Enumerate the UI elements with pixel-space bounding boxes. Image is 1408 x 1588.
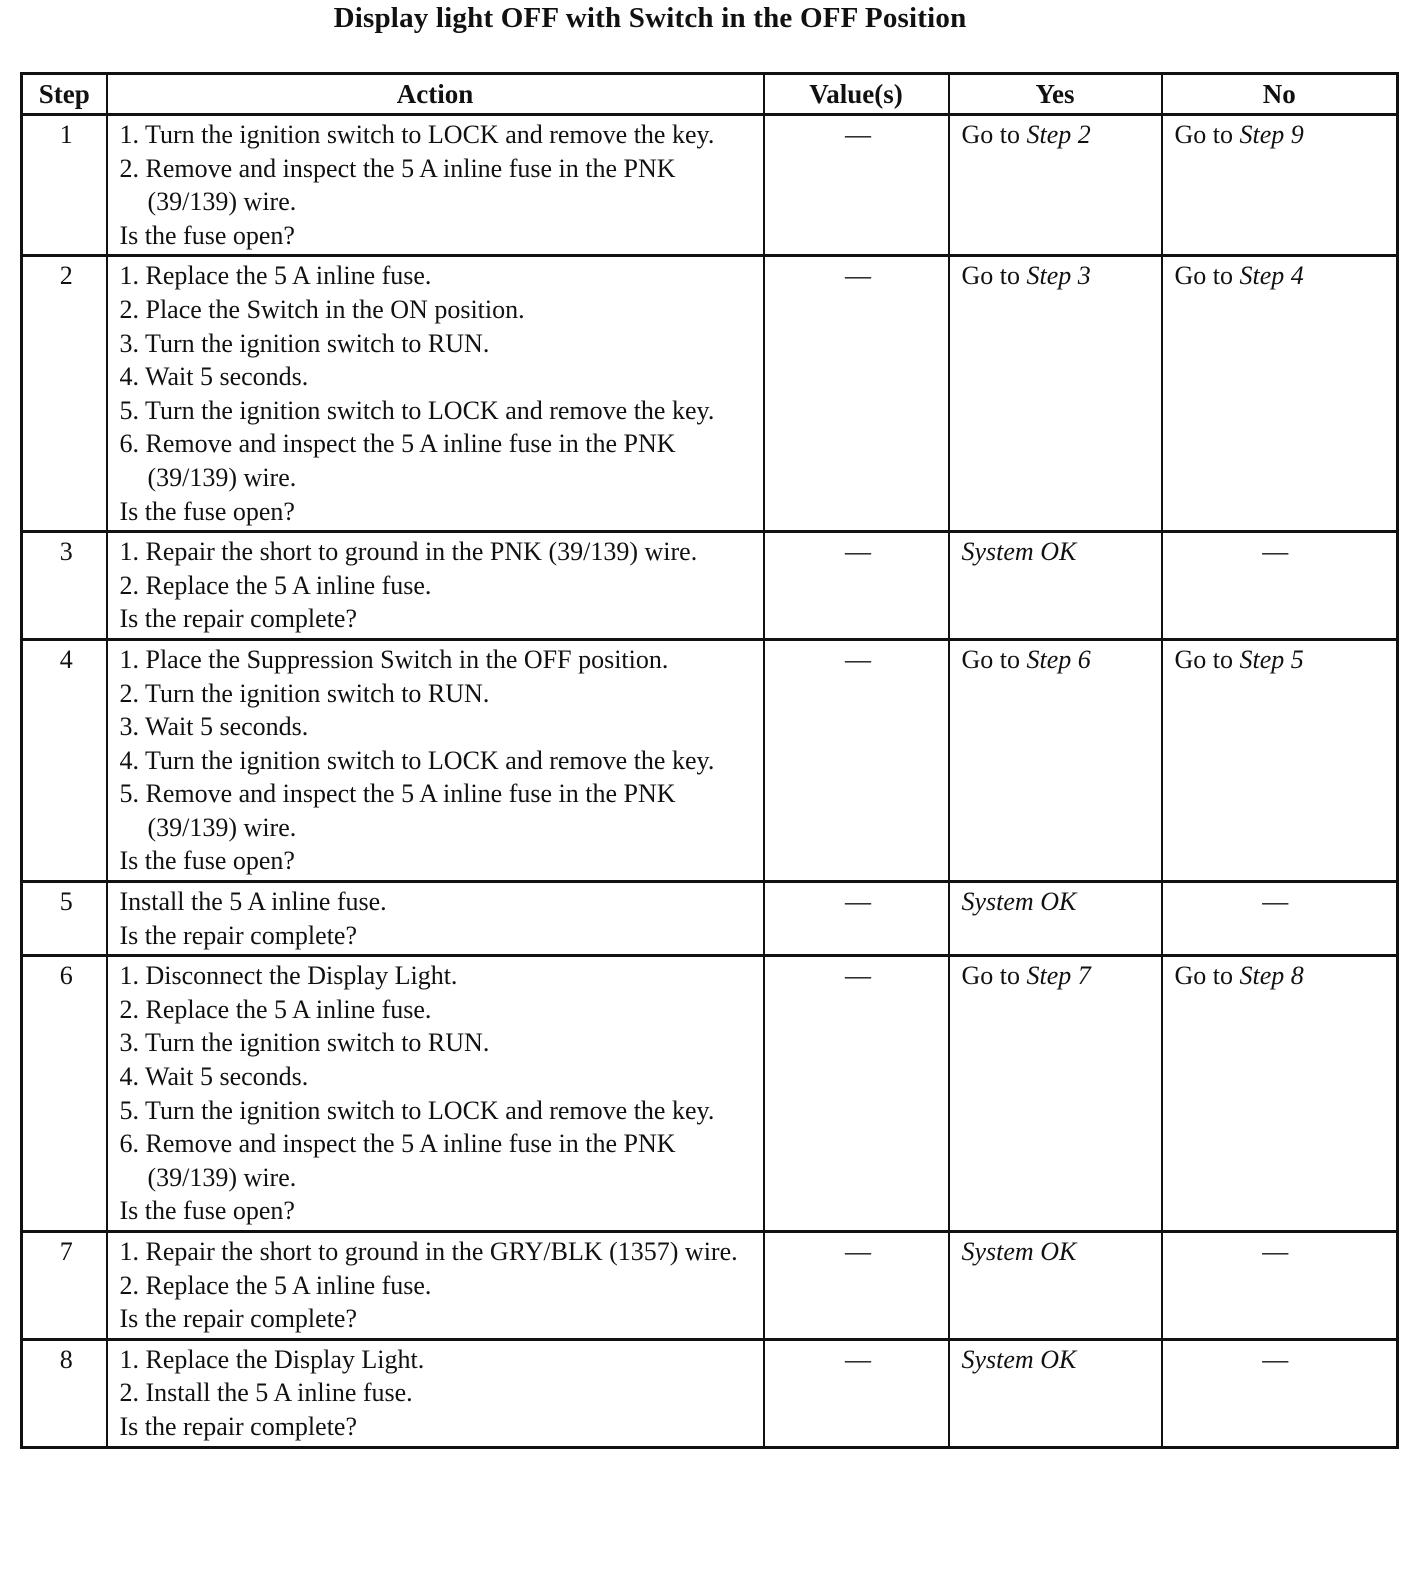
- no-prefix: Go to: [1174, 261, 1240, 291]
- action-line: 2. Remove and inspect the 5 A inline fuse in the PNK (39/139) wire.: [119, 153, 676, 217]
- value-cell: —: [764, 532, 949, 640]
- no-prefix: —: [1262, 537, 1289, 567]
- table-row: [22, 1339, 1398, 1447]
- action-question: Is the fuse open?: [119, 496, 295, 526]
- diagnostic-table: [20, 72, 1399, 1449]
- yes-cell: [949, 256, 1162, 532]
- action-cell: [107, 1232, 764, 1340]
- action-line: 1. Disconnect the Display Light.: [119, 961, 458, 991]
- action-line: 3. Wait 5 seconds.: [119, 712, 309, 742]
- yes-cell: [949, 1339, 1162, 1447]
- yes-cell: [949, 115, 1162, 256]
- header-step: Step: [22, 74, 107, 115]
- step-number: 6: [22, 956, 107, 1232]
- step-number: 3: [22, 532, 107, 640]
- value-cell: —: [764, 882, 949, 956]
- action-line: 2. Turn the ignition switch to RUN.: [119, 678, 490, 708]
- yes-cell: [949, 639, 1162, 881]
- action-question: Is the repair complete?: [119, 604, 357, 634]
- action-question: Is the fuse open?: [119, 846, 295, 876]
- value-cell: —: [764, 256, 949, 532]
- action-line: 2. Replace the 5 A inline fuse.: [119, 994, 432, 1024]
- action-line: 2. Replace the 5 A inline fuse.: [119, 1270, 432, 1300]
- no-target: Step 4: [1239, 261, 1304, 291]
- action-line: 1. Repair the short to ground in the GRY/BLK (1357) wire.: [119, 1237, 738, 1266]
- no-cell: [1162, 639, 1398, 881]
- no-cell: [1162, 956, 1398, 1232]
- action-question: Is the fuse open?: [119, 220, 295, 250]
- step-number: 7: [22, 1232, 107, 1340]
- action-question: Is the repair complete?: [119, 1411, 357, 1441]
- table-row: [22, 639, 1398, 881]
- no-cell: [1162, 882, 1398, 956]
- no-cell: [1162, 532, 1398, 640]
- action-cell: [107, 882, 764, 956]
- no-target: Step 9: [1239, 120, 1304, 149]
- table-row: [22, 1232, 1398, 1340]
- yes-target: Step 6: [1026, 644, 1091, 674]
- action-line: 1. Replace the 5 A inline fuse.: [119, 261, 432, 291]
- table-row: [22, 532, 1398, 640]
- header-values: Value(s): [764, 74, 949, 115]
- yes-target: Step 2: [1026, 120, 1091, 149]
- yes-cell: [949, 956, 1162, 1232]
- no-cell: [1162, 1232, 1398, 1340]
- yes-prefix: Go to: [961, 261, 1027, 291]
- action-line: 2. Place the Switch in the ON position.: [119, 294, 525, 324]
- no-prefix: —: [1262, 1237, 1289, 1266]
- action-question: Is the fuse open?: [119, 1196, 295, 1226]
- no-cell: [1162, 115, 1398, 256]
- step-number: 2: [22, 256, 107, 532]
- value-cell: —: [764, 639, 949, 881]
- yes-target: System OK: [961, 1344, 1077, 1374]
- no-prefix: —: [1262, 1344, 1289, 1374]
- action-line: 4. Wait 5 seconds.: [119, 362, 309, 392]
- step-number: 1: [22, 115, 107, 256]
- action-cell: [107, 956, 764, 1232]
- action-line: 4. Turn the ignition switch to LOCK and remove the key.: [119, 745, 715, 775]
- action-line: 1. Replace the Display Light.: [119, 1344, 425, 1374]
- table-row: [22, 115, 1398, 256]
- action-line: 5. Remove and inspect the 5 A inline fuse in the PNK (39/139) wire.: [119, 779, 676, 842]
- action-line: 1. Repair the short to ground in the PNK (39/139) wire.: [119, 537, 698, 567]
- action-line: 1. Place the Suppression Switch in the OFF position.: [119, 644, 669, 674]
- no-target: Step 5: [1239, 644, 1304, 674]
- header-yes: Yes: [949, 74, 1162, 115]
- yes-target: Step 7: [1026, 961, 1091, 991]
- header-no: No: [1162, 74, 1398, 115]
- header-row: [22, 74, 1398, 115]
- yes-target: System OK: [961, 1237, 1077, 1266]
- value-cell: —: [764, 956, 949, 1232]
- step-number: 8: [22, 1339, 107, 1447]
- action-line: 5. Turn the ignition switch to LOCK and remove the key.: [119, 1095, 715, 1125]
- no-cell: [1162, 256, 1398, 532]
- page-title: Display light OFF with Switch in the OFF Position: [333, 2, 967, 34]
- action-line: 4. Wait 5 seconds.: [119, 1062, 309, 1092]
- action-line: 2. Install the 5 A inline fuse.: [119, 1378, 413, 1408]
- action-line: 3. Turn the ignition switch to RUN.: [119, 328, 490, 358]
- step-number: 5: [22, 882, 107, 956]
- action-line: 3. Turn the ignition switch to RUN.: [119, 1028, 490, 1058]
- action-question: Is the repair complete?: [119, 920, 357, 950]
- action-line: Install the 5 A inline fuse.: [119, 887, 387, 917]
- action-line: 2. Replace the 5 A inline fuse.: [119, 570, 432, 600]
- table-row: [22, 256, 1398, 532]
- no-prefix: Go to: [1174, 961, 1240, 991]
- value-cell: —: [764, 1339, 949, 1447]
- yes-target: Step 3: [1026, 261, 1091, 291]
- action-line: 6. Remove and inspect the 5 A inline fuse in the PNK (39/139) wire.: [119, 1129, 676, 1192]
- no-prefix: Go to: [1174, 120, 1240, 149]
- table-row: [22, 956, 1398, 1232]
- yes-cell: [949, 1232, 1162, 1340]
- yes-prefix: Go to: [961, 120, 1027, 149]
- no-prefix: Go to: [1174, 644, 1240, 674]
- yes-target: System OK: [961, 537, 1077, 567]
- step-number: 4: [22, 639, 107, 881]
- yes-prefix: Go to: [961, 961, 1027, 991]
- table-row: [22, 882, 1398, 956]
- value-cell: —: [764, 115, 949, 256]
- action-cell: [107, 115, 764, 256]
- action-cell: [107, 532, 764, 640]
- action-question: Is the repair complete?: [119, 1304, 357, 1334]
- yes-prefix: Go to: [961, 644, 1027, 674]
- action-cell: [107, 639, 764, 881]
- header-action: Action: [107, 74, 764, 115]
- yes-cell: [949, 882, 1162, 956]
- value-cell: —: [764, 1232, 949, 1340]
- action-line: 5. Turn the ignition switch to LOCK and remove the key.: [119, 395, 715, 425]
- action-cell: [107, 256, 764, 532]
- no-target: Step 8: [1239, 961, 1304, 991]
- action-cell: [107, 1339, 764, 1447]
- action-line: 6. Remove and inspect the 5 A inline fuse in the PNK (39/139) wire.: [119, 429, 676, 492]
- action-line: 1. Turn the ignition switch to LOCK and remove the key.: [119, 120, 715, 149]
- yes-cell: [949, 532, 1162, 640]
- no-prefix: —: [1262, 887, 1289, 917]
- yes-target: System OK: [961, 887, 1077, 917]
- no-cell: [1162, 1339, 1398, 1447]
